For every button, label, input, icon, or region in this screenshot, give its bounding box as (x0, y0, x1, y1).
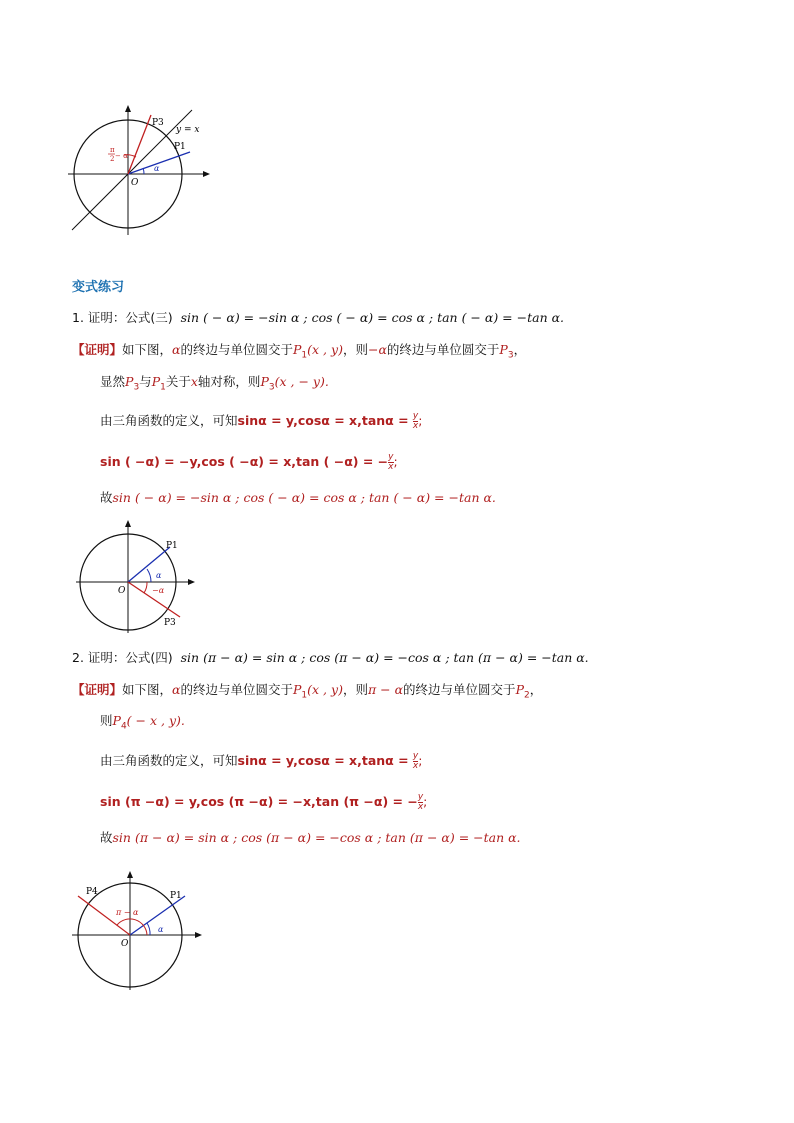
math-sub: 3 (133, 382, 140, 393)
problem1-proof-line5 (100, 490, 496, 506)
math-sub: 2 (523, 690, 530, 701)
math-expr: sin (π −α) = y,cos (π −α) = −x,tan (π −α) = − (100, 794, 418, 809)
text: 的终边与单位圆交于 (180, 682, 293, 697)
math-sub: 1 (301, 350, 308, 361)
math-point: P (293, 682, 302, 697)
text: 的终边与单位圆交于 (386, 342, 500, 357)
math-alpha: α (172, 682, 181, 697)
text: ，则 (342, 342, 368, 357)
math-sub: 3 (507, 350, 514, 361)
text: 显然 (100, 374, 126, 389)
proof-tag: 【证明】 (72, 342, 123, 357)
problem2-proof-line5 (100, 830, 521, 846)
math-coord: (x , y) (307, 342, 343, 357)
math-coord: (x , − y). (274, 374, 329, 389)
math-expr: sinα = y,cosα = x,tanα = (237, 413, 413, 428)
neg-alpha-arc (144, 582, 147, 593)
text: ， (513, 342, 527, 357)
text: ; (393, 454, 398, 469)
alpha-arc (147, 569, 151, 582)
text: ， (529, 682, 543, 697)
label-alpha: α (158, 925, 164, 934)
numerator: y (417, 792, 424, 802)
math-point: P (112, 713, 121, 728)
label-minus-alpha: − α (115, 152, 128, 160)
label-alpha: α (156, 571, 162, 580)
math-point: P (260, 374, 269, 389)
label-origin: O (121, 939, 129, 949)
y-axis-arrow (127, 871, 133, 878)
label-p3: P3 (152, 118, 164, 128)
math-expr: sin ( −α) = −y,cos ( −α) = x,tan ( −α) = − (100, 454, 389, 469)
label-p4: P4 (86, 887, 98, 897)
proof-tag: 【证明】 (72, 682, 123, 697)
math-alpha: α (172, 342, 181, 357)
math-point: P (151, 374, 161, 389)
problem2-number: 2. (72, 650, 84, 665)
math-point: P (515, 682, 524, 697)
math-point: P (293, 342, 302, 357)
problem1-statement (72, 310, 564, 326)
text: 由三角函数的定义，可知 (100, 753, 238, 768)
math-coord: ( − x , y). (126, 713, 185, 728)
unit-circle-figure-symmetry-y-equals-x (60, 95, 220, 240)
label-p3: P3 (164, 618, 176, 628)
text: 则 (100, 713, 113, 728)
problem1-proof-line4 (100, 453, 398, 472)
label-p1: P1 (170, 891, 182, 901)
math-neg-alpha: −α (367, 342, 387, 357)
label-p1: P1 (166, 541, 178, 551)
denominator: x (417, 802, 424, 812)
y-axis-arrow (125, 520, 131, 527)
text: ; (418, 753, 423, 768)
denominator: x (412, 421, 419, 431)
math-point: P (499, 342, 508, 357)
text: 故 (100, 830, 113, 845)
math-coord: (x , y) (307, 682, 343, 697)
text: ，则 (342, 682, 368, 697)
text: 与 (139, 374, 152, 389)
alpha-arc (147, 923, 150, 935)
problem1-proof-line2 (100, 374, 329, 396)
problem1-proof-line1 (72, 342, 526, 364)
math-sub: 4 (120, 721, 127, 732)
label-alpha: α (154, 164, 160, 173)
math-expr: sinα = y,cosα = x,tanα = (237, 753, 413, 768)
text: ; (418, 413, 423, 428)
label-origin: O (131, 178, 139, 188)
numerator: y (412, 411, 419, 421)
text: ; (423, 794, 428, 809)
text: 故 (100, 490, 113, 505)
denominator: x (388, 462, 394, 472)
y-axis-arrow (125, 105, 131, 112)
label-pi-minus-alpha: π − α (116, 908, 139, 917)
numerator: y (412, 751, 419, 761)
math-point: P (125, 374, 134, 389)
math-expr: sin (π − α) = sin α ; cos (π − α) = −cos α ; tan (π − α) = −tan α. (112, 830, 521, 845)
line-y-equals-x (72, 110, 192, 230)
x-axis-arrow (188, 579, 195, 585)
terminal-side-pi-over-2-minus-alpha (128, 115, 151, 174)
label-neg-alpha: −α (152, 586, 165, 595)
problem2-formula: sin (π − α) = sin α ; cos (π − α) = −cos α ; tan (π − α) = −tan α. (180, 650, 589, 665)
text: 如下图， (122, 682, 173, 697)
x-axis-arrow (203, 171, 210, 177)
problem2-proof-line1 (72, 682, 542, 704)
math-expr: sin ( − α) = −sin α ; cos ( − α) = cos α ; tan ( − α) = −tan α. (112, 490, 496, 505)
problem2-heading: 证明：公式(四) (87, 650, 173, 665)
problem2-statement (72, 650, 589, 666)
unit-circle-figure-negative-angle (72, 517, 202, 635)
numerator: y (388, 452, 394, 462)
text: 轴对称，则 (197, 374, 261, 389)
unit-circle-figure-pi-minus-angle (68, 868, 208, 992)
math-sub: 3 (268, 382, 275, 393)
math-x: x (190, 374, 198, 389)
text: 如下图， (122, 342, 173, 357)
terminal-side-alpha (128, 547, 170, 582)
label-2: 2 (110, 155, 115, 163)
problem1-formula: sin ( − α) = −sin α ; cos ( − α) = cos α ; tan ( − α) = −tan α. (180, 310, 565, 325)
x-axis-arrow (195, 932, 202, 938)
math-sub: 1 (160, 382, 166, 393)
text: 的终边与单位圆交于 (180, 342, 293, 357)
problem1-number: 1. (72, 310, 84, 325)
section-title: 变式练习 (72, 280, 125, 295)
math-sub: 1 (301, 690, 308, 701)
text: 由三角函数的定义，可知 (100, 413, 238, 428)
math-pi-minus-alpha: π − α (367, 682, 404, 697)
pi-minus-alpha-arc (117, 919, 147, 935)
problem2-proof-line2 (100, 713, 185, 735)
text: 关于 (165, 374, 191, 389)
problem1-heading: 证明：公式(三) (87, 310, 173, 325)
problem2-proof-line3 (100, 752, 422, 771)
problem2-proof-line4 (100, 793, 427, 812)
label-origin: O (118, 586, 126, 596)
label-y-equals-x: y = x (176, 125, 200, 135)
denominator: x (412, 761, 419, 771)
label-p1: P1 (174, 142, 186, 152)
problem1-proof-line3 (100, 412, 422, 431)
text: 的终边与单位圆交于 (403, 682, 516, 697)
label-pi: π (110, 146, 115, 154)
